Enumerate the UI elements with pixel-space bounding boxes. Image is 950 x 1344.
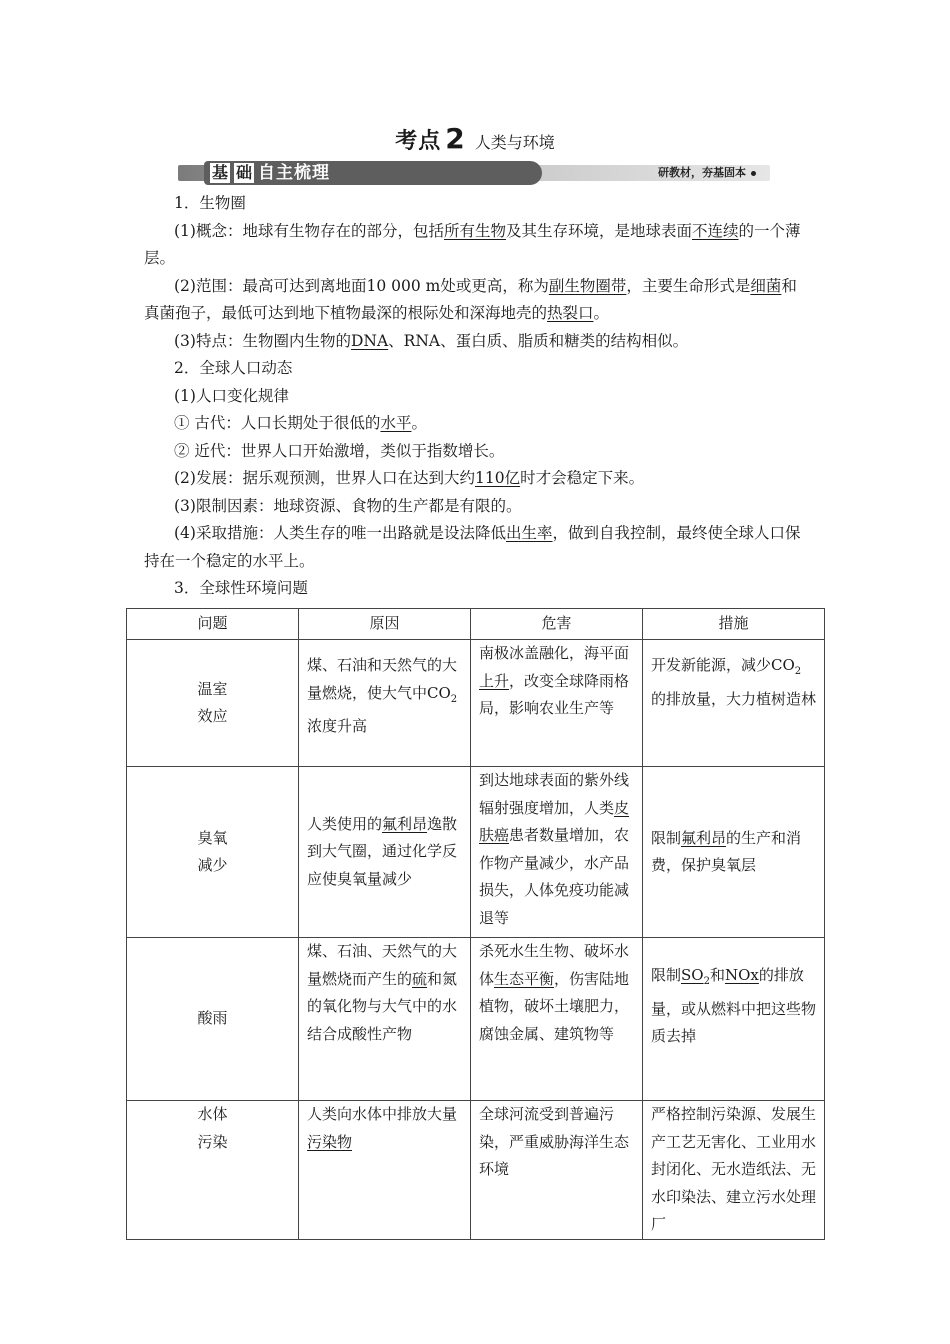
answer-blank: 110亿	[474, 469, 521, 487]
answer-blank: 出生率	[505, 524, 553, 542]
answer-blank: 皮肤癌	[479, 798, 630, 844]
column-header: 原因	[299, 609, 471, 640]
section-title	[0, 122, 950, 155]
banner-char-box-1: 基	[211, 163, 228, 182]
answer-blank: 细菌	[750, 276, 782, 295]
table-row	[127, 640, 825, 767]
answer-blank: 热裂口	[547, 304, 594, 322]
heading-environment: 3．全球性环境问题	[174, 579, 308, 597]
paragraph-population-rule: (1)人口变化规律	[174, 386, 289, 405]
harm-cell: 南极冰盖融化，海平面上升，改变全球降雨格局，影响农业生产等	[471, 640, 643, 767]
answer-blank: 不连续	[692, 221, 739, 240]
issue-cell: 臭氧 减少	[127, 767, 299, 938]
answer-blank: 副生物圈带	[548, 276, 627, 295]
issue-cell: 温室 效应	[127, 640, 299, 767]
heading-population: 2．全球人口动态	[174, 359, 293, 377]
answer-blank: 氟利昂	[681, 828, 727, 847]
answer-blank: $SO_2$	[681, 966, 710, 987]
answer-blank: 上升	[479, 671, 510, 690]
harm-cell: 全球河流受到普遍污染，严重威胁海洋生态环境	[471, 1101, 643, 1240]
paragraph-measures: (4)采取措施：人类生存的唯一出路就是设法降低出生率，做到自我控制，最终使全球人口保持在一个稳定的水平上。	[144, 524, 801, 570]
harm-cell: 到达地球表面的紫外线辐射强度增加，人类皮肤癌患者数量增加，农作物产量减少，水产品损失，人体免疫功能减退等	[471, 767, 643, 938]
banner-pill	[204, 161, 542, 185]
cause-cell: 煤、石油和天然气的大量燃烧，使大气中$CO_2$浓度升高	[299, 640, 471, 767]
answer-blank: NOx	[724, 966, 759, 984]
paragraph-features: (3)特点：生物圈内生物的DNA、RNA、蛋白质、脂质和糖类的结构相似。	[174, 331, 689, 350]
banner-tagline: 研教材，夯基固本	[658, 165, 756, 181]
answer-blank: 硫	[412, 969, 428, 988]
table-header-row	[127, 609, 825, 640]
title-number: 2	[445, 122, 465, 155]
answer-blank: 污染物	[307, 1132, 353, 1151]
environment-issues-table	[126, 608, 825, 1240]
table-row	[127, 1101, 825, 1240]
title-topic: 人类与环境	[474, 133, 555, 152]
column-header: 问题	[127, 609, 299, 640]
list-item-ancient: ① 古代：人口长期处于很低的水平。	[174, 414, 427, 432]
paragraph-limits: (3)限制因素：地球资源、食物的生产都是有限的。	[174, 496, 522, 515]
cause-cell: 人类使用的氟利昂逸散到大气圈，通过化学反应使臭氧量减少	[299, 767, 471, 938]
answer-blank: DNA	[350, 331, 389, 350]
paragraph-concept: (1)概念：地球有生物存在的部分，包括所有生物及其生存环境，是地球表面不连续的一个薄层。	[144, 221, 801, 267]
heading-biosphere: 1．生物圈	[174, 194, 246, 212]
issue-cell: 酸雨	[127, 938, 299, 1101]
paragraph-development: (2)发展：据乐观预测，世界人口在达到大约110亿时才会稳定下来。	[174, 469, 645, 487]
measure-cell: 开发新能源，减少$CO_2$的排放量，大力植树造林	[643, 640, 825, 767]
issue-cell: 水体 污染	[127, 1101, 299, 1240]
answer-blank: 生态平衡	[494, 969, 555, 988]
column-header: 措施	[643, 609, 825, 640]
harm-cell: 杀死水生生物、破坏水体生态平衡，伤害陆地植物，破坏土壤肥力，腐蚀金属、建筑物等	[471, 938, 643, 1101]
measure-cell: 限制氟利昂的生产和消费，保护臭氧层	[643, 767, 825, 938]
list-item-modern: ② 近代：世界人口开始激增，类似于指数增长。	[174, 441, 505, 460]
answer-blank: 所有生物	[443, 221, 506, 240]
answer-blank: 水平	[380, 414, 412, 432]
column-header: 危害	[471, 609, 643, 640]
cause-cell: 人类向水体中排放大量污染物	[299, 1101, 471, 1240]
table-row	[127, 767, 825, 938]
banner-title: 自主梳理	[258, 163, 330, 183]
answer-blank: 氟利昂	[382, 814, 428, 833]
section-banner	[178, 161, 770, 185]
title-label: 考点	[395, 129, 442, 154]
bullet-dot-icon	[751, 171, 756, 176]
table-row	[127, 938, 825, 1101]
paragraph-range: (2)范围：最高可达到离地面10 000 m处或更高，称为副生物圈带，主要生命形式是细菌和真菌孢子，最低可达到地下植物最深的根际处和深海地壳的热裂口。	[144, 276, 797, 322]
measure-cell: 限制$SO_2$和NOx的排放量，或从燃料中把这些物质去掉	[643, 938, 825, 1101]
main-content	[144, 190, 810, 603]
measure-cell: 严格控制污染源、发展生产工艺无害化、工业用水封闭化、无水造纸法、无水印染法、建立污水处理厂	[643, 1101, 825, 1240]
cause-cell: 煤、石油、天然气的大量燃烧而产生的硫和氮的氧化物与大气中的水结合成酸性产物	[299, 938, 471, 1101]
banner-char-box-2: 础	[235, 163, 252, 182]
